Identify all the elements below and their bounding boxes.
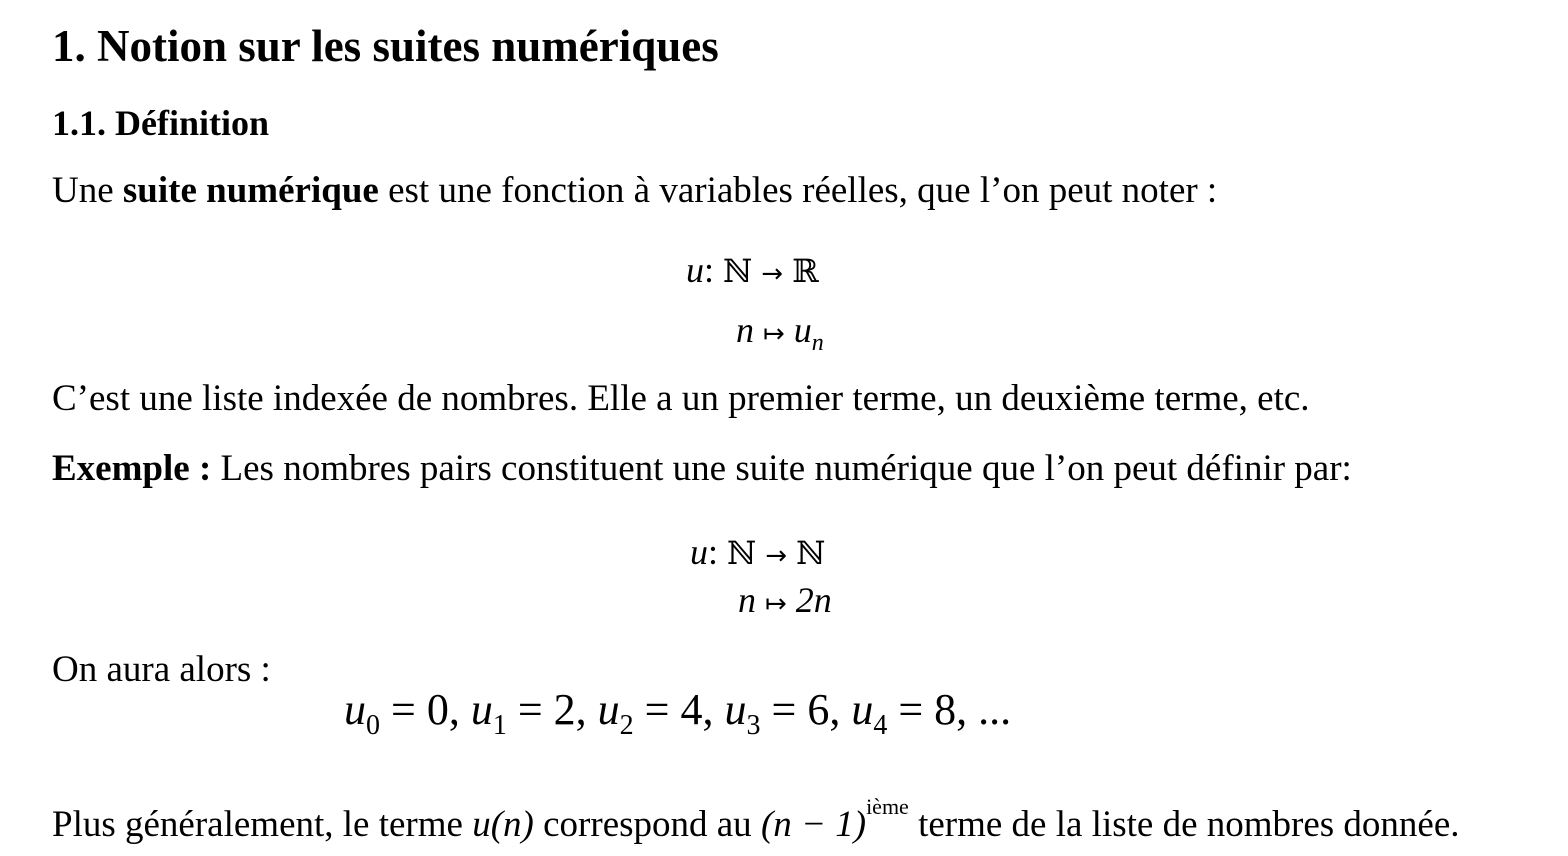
function-mapping-2	[738, 578, 832, 626]
definition-text-pre: Une	[52, 170, 123, 211]
general-text-post: terme de la liste de nombres donnée.	[908, 804, 1460, 845]
output-subscript: n	[811, 330, 824, 356]
definition-term: suite numérique	[122, 170, 379, 211]
codomain-symbol: ℝ	[792, 252, 819, 290]
codomain-symbol: ℕ	[796, 534, 826, 572]
arrow-icon: →	[765, 541, 788, 571]
output-expression: 2n	[795, 580, 832, 620]
sequence-term: $u_1 = 2$,	[470, 685, 598, 741]
definition-text-post: est une fonction à variables réelles, que l’on peut noter :	[378, 170, 1218, 211]
domain-symbol: ℕ	[727, 534, 757, 572]
general-text-pre: Plus généralement, le terme	[52, 804, 473, 845]
function-signature-1	[686, 248, 819, 296]
list-description-paragraph: C’est une liste indexée de nombres. Elle a un premier terme, un deuxième terme, etc.	[52, 378, 1310, 419]
input-variable: n	[736, 310, 754, 350]
example-text: Les nombres pairs constituent une suite numérique que l’on peut définir par:	[211, 448, 1352, 489]
input-variable: n	[738, 580, 756, 620]
sequence-term: $u_2 = 4$,	[597, 685, 725, 741]
domain-symbol: ℕ	[723, 252, 753, 290]
mapsto-icon: ↦	[765, 589, 787, 619]
index-expression: (n − 1)	[760, 804, 867, 845]
general-term: u(n)	[472, 804, 534, 845]
example-label: Exemple :	[52, 448, 212, 489]
general-text-mid: correspond au	[533, 804, 761, 845]
sequence-term: $u_4 = 8$	[851, 685, 957, 741]
mapsto-icon: ↦	[763, 319, 785, 349]
sequence-term: $u_3 = 6$,	[724, 685, 852, 741]
subsection-heading: 1.1. Définition	[52, 103, 270, 143]
definition-paragraph	[52, 168, 1217, 214]
general-term-paragraph	[52, 784, 1460, 848]
function-name: u	[690, 532, 708, 572]
output-term: u	[793, 310, 812, 350]
colon: :	[708, 532, 719, 572]
function-signature-2	[690, 530, 825, 578]
sequence-term: $u_0 = 0$,	[344, 685, 471, 741]
section-heading: 1. Notion sur les suites numériques	[52, 21, 719, 71]
example-paragraph	[52, 446, 1352, 492]
arrow-icon: →	[761, 259, 784, 289]
function-name: u	[686, 250, 704, 290]
ordinal-superscript: ième	[866, 794, 909, 819]
sequence-ellipsis: , ...	[956, 685, 1012, 734]
consequence-paragraph: On aura alors :	[52, 649, 271, 690]
sequence-terms	[344, 684, 1011, 752]
colon: :	[704, 250, 715, 290]
function-mapping-1	[736, 308, 824, 365]
